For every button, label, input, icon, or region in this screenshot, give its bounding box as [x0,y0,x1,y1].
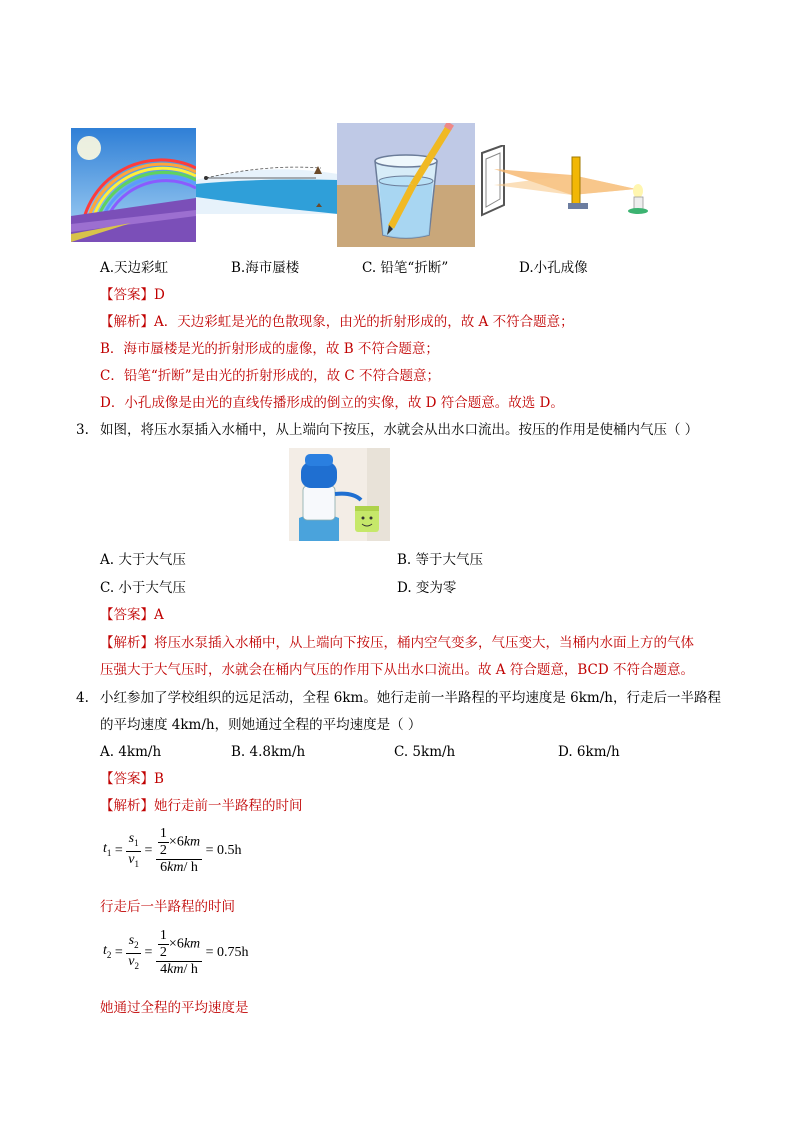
distance-over-speed-1: $\frac{1}{2}$ ×6km 6km/ h [156,826,202,876]
distance-over-speed-2: $\frac{1}{2}$ ×6km 4km/ h [156,928,202,978]
q3-number: 3. [76,422,89,438]
q4-option-b: B. 4.8km/h [231,744,306,760]
q4-velocity-intro: 她通过全程的平均速度是 [100,1000,249,1016]
q2-option-c: C. 铅笔“折断” [362,260,449,276]
q3-analysis-line-2: 压强大于大气压时，水就会在桶内气压的作用下从出水口流出。故 A 符合题意，BCD 不符合题意。 [100,662,694,678]
q2-analysis-line-2: B．海市蜃楼是光的折射形成的虚像，故 B 不符合题意； [100,341,439,357]
analysis-text: 将压水泵插入水桶中，从上端向下按压，桶内空气变多，气压变大，当桶内水面上方的气体 [154,635,694,651]
q4-t2-intro: 行走后一半路程的时间 [100,899,235,915]
formula-t2: $t_2$ = $\frac{s_2}{v_2}$ = $\frac{1}{2}$ ×6km 4km/ h = 0.75h [103,928,249,977]
answer-tag: 【答案】 [100,607,154,623]
q3-option-b: B. 等于大气压 [397,552,484,568]
q4-option-c: C. 5km/h [394,744,456,760]
mirage-image [196,152,338,214]
analysis-text: A．天边彩虹是光的色散现象，由光的折射形成的，故 A 不符合题意； [154,314,574,330]
q4-number: 4. [76,690,89,706]
q3-stem: 如图，将压水泵插入水桶中，从上端向下按压，水就会从出水口流出。按压的作用是使桶内气压（ ） [100,422,699,438]
analysis-tag: 【解析】 [100,798,154,814]
q3-option-c: C. 小于大气压 [100,580,186,596]
answer-value: D [154,287,165,303]
rainbow-image [71,128,196,242]
s2-over-v2: $\frac{s_2}{v_2}$ [128,932,140,971]
q2-option-a: A.天边彩虹 [100,260,169,276]
q4-option-d: D. 6km/h [558,744,620,760]
q3-answer [100,605,164,625]
answer-value: B [154,771,164,787]
analysis-tag: 【解析】 [100,635,154,651]
pencil-in-glass-image [337,123,475,247]
water-pump-image [289,448,390,541]
q4-stem-line-1: 小红参加了学校组织的远足活动，全程 6km。她行走前一半路程的平均速度是 6km/h，行走后一半路程 [100,690,721,706]
answer-value: A [154,607,164,623]
t2-symbol: $t_2$ [103,943,112,960]
analysis-tag: 【解析】 [100,314,154,330]
q2-analysis-line-4: D．小孔成像是由光的直线传播形成的倒立的实像，故 D 符合题意。故选 D。 [100,395,564,411]
answer-tag: 【答案】 [100,287,154,303]
q4-analysis-intro [100,796,303,816]
q2-option-b: B.海市蜃楼 [231,260,300,276]
q4-option-a: A. 4km/h [100,744,162,760]
pinhole-image [476,145,666,217]
analysis-text: 她行走前一半路程的时间 [154,798,303,814]
q2-answer [100,285,165,305]
q4-answer [100,769,164,789]
t2-result: = 0.75h [205,945,249,960]
q2-analysis-line-3: C．铅笔“折断”是由光的折射形成的，故 C 不符合题意； [100,368,441,384]
answer-tag: 【答案】 [100,771,154,787]
q4-stem-line-2: 的平均速度 4km/h，则她通过全程的平均速度是（ ） [100,717,422,733]
formula-t1: $t_1$ = $\frac{s_1}{v_1}$ = $\frac{1}{2}$ ×6km 6km/ h = 0.5h [103,826,242,875]
t1-symbol: $t_1$ [103,841,112,858]
q2-option-d: D.小孔成像 [519,260,588,276]
s1-over-v1: $\frac{s_1}{v_1}$ [128,830,140,869]
q3-analysis-line-1 [100,633,694,653]
q3-option-a: A. 大于大气压 [100,552,186,568]
t1-result: = 0.5h [205,843,242,858]
q3-option-d: D. 变为零 [397,580,457,596]
q2-analysis-line-1 [100,312,574,332]
